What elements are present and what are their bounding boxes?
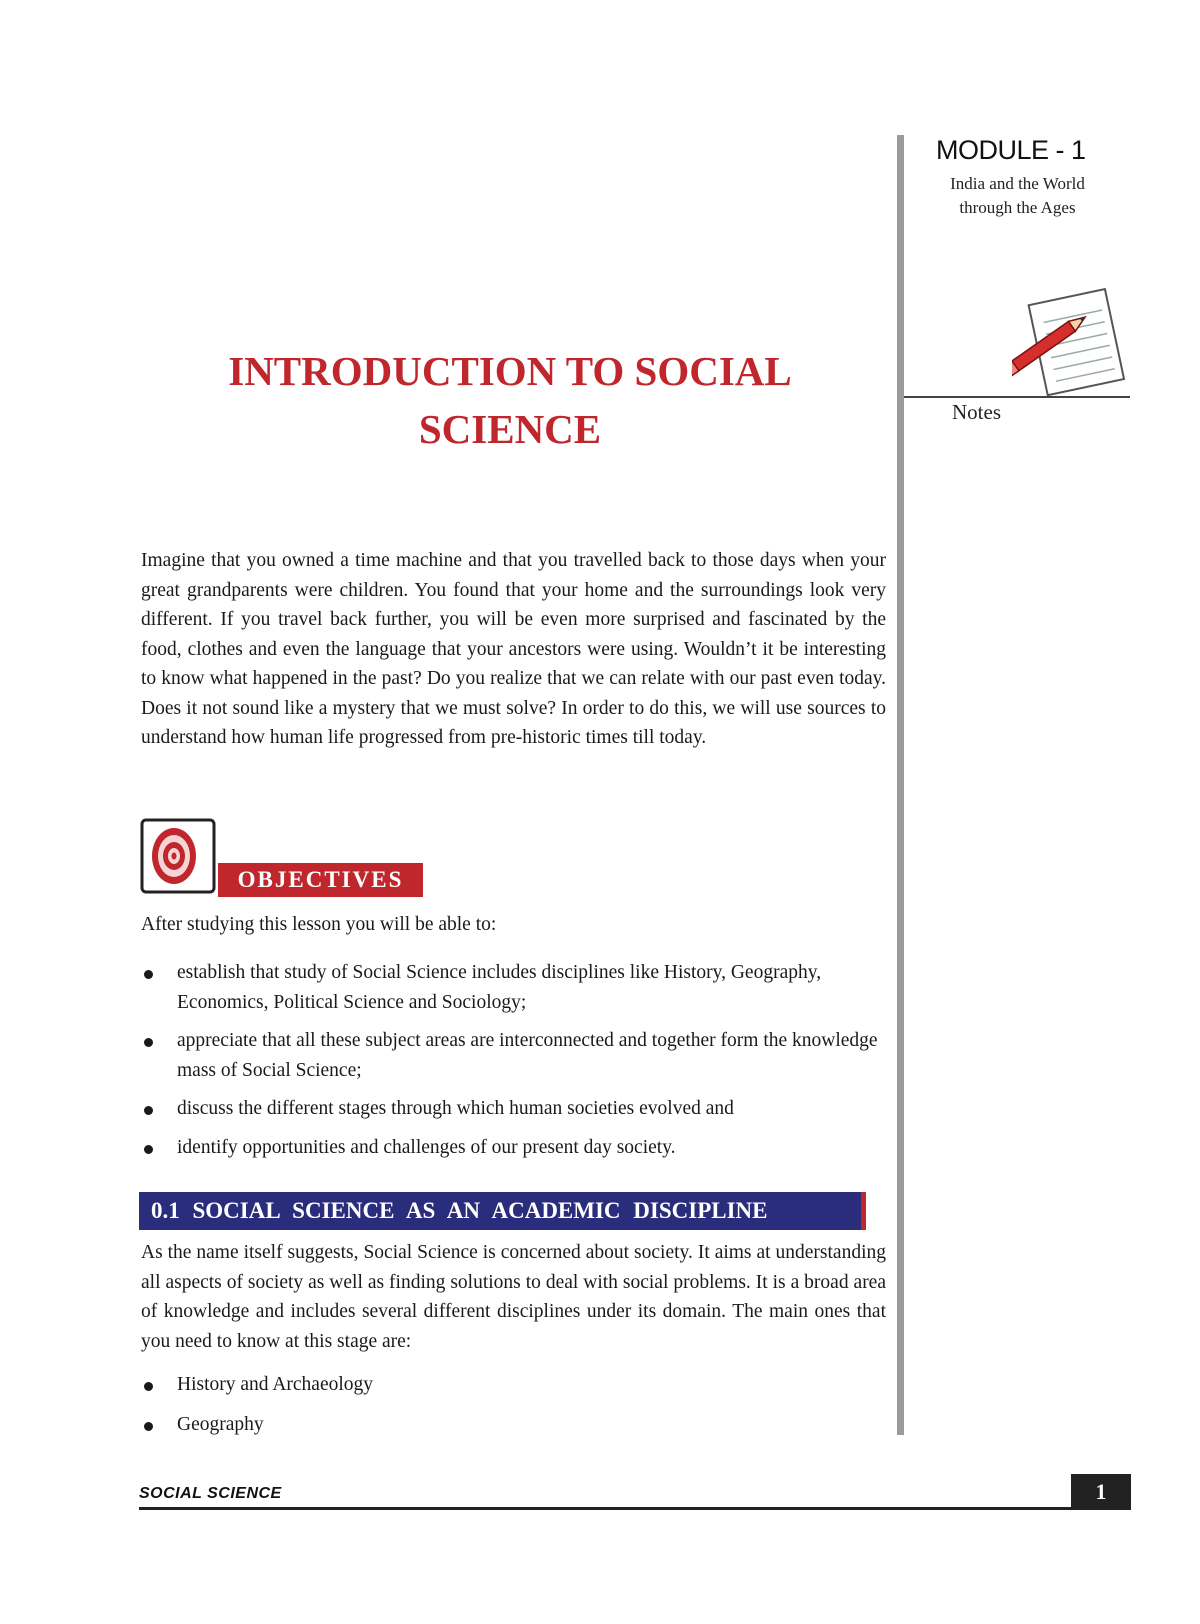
list-item: History and Archaeology [141,1370,886,1400]
intro-paragraph: Imagine that you owned a time machine and that you travelled back to those days when your great grandparents were children. You found that your home and the surroundings look very different. If you travel back further, you will be even more surprised and fascinated by the food, clothes and even the language that your ancestors were using. Wouldn’t it be interesting to know what happened in the past? Do you realize that we can relate with our past even today. Does it not sound like a mystery that we must solve? In order to do this, we will use sources to understand how human life progressed from pre-historic times till today. [141,550,886,748]
module-title: MODULE - 1 [936,135,1086,165]
notepad-pencil-icon [1012,283,1132,398]
bullet-icon [144,1382,153,1391]
footer-label: SOCIAL SCIENCE [139,1485,282,1502]
lesson-title-line2: SCIENCE [418,406,602,452]
module-subtitle-line2: through the Ages [959,198,1076,217]
section-heading: 0.1 SOCIAL SCIENCE AS AN ACADEMIC DISCIPLINE [139,1192,866,1230]
notes-divider [904,396,1130,398]
objectives-lead: After studying this lesson you will be able to: [141,914,497,935]
objectives-heading: OBJECTIVES [218,863,423,897]
bullet-icon [144,970,153,979]
bullet-icon [144,1106,153,1115]
module-subtitle-line1: India and the World [950,174,1085,193]
footer-rule [139,1507,1131,1510]
list-item: discuss the different stages through which human societies evolved and [141,1094,886,1124]
sidebar-vertical-rule [897,135,904,1435]
bullet-icon [144,1038,153,1047]
list-item: establish that study of Social Science includes disciplines like History, Geography, Economics, Political Science and Sociology; [141,958,886,1017]
list-item: identify opportunities and challenges of our present day society. [141,1133,886,1163]
module-subtitle [925,172,1110,220]
target-icon [140,818,216,894]
bullet-icon [144,1422,153,1431]
bullet-icon [144,1145,153,1154]
section-paragraph: As the name itself suggests, Social Science is concerned about society. It aims at understanding all aspects of society as well as finding solutions to deal with social problems. It is a broad area of knowledge and includes several different disciplines under its domain. The main ones that you need to know at this stage are: [141,1242,886,1352]
lesson-title-line1: INTRODUCTION TO SOCIAL [228,348,792,394]
list-item: Geography [141,1410,886,1440]
notes-label: Notes [952,400,1001,424]
disciplines-list [141,1370,886,1449]
page-number: 1 [1071,1474,1131,1510]
list-item: appreciate that all these subject areas are interconnected and together form the knowledge mass of Social Science; [141,1026,886,1085]
lesson-title [140,342,880,458]
objectives-list [141,958,886,1171]
